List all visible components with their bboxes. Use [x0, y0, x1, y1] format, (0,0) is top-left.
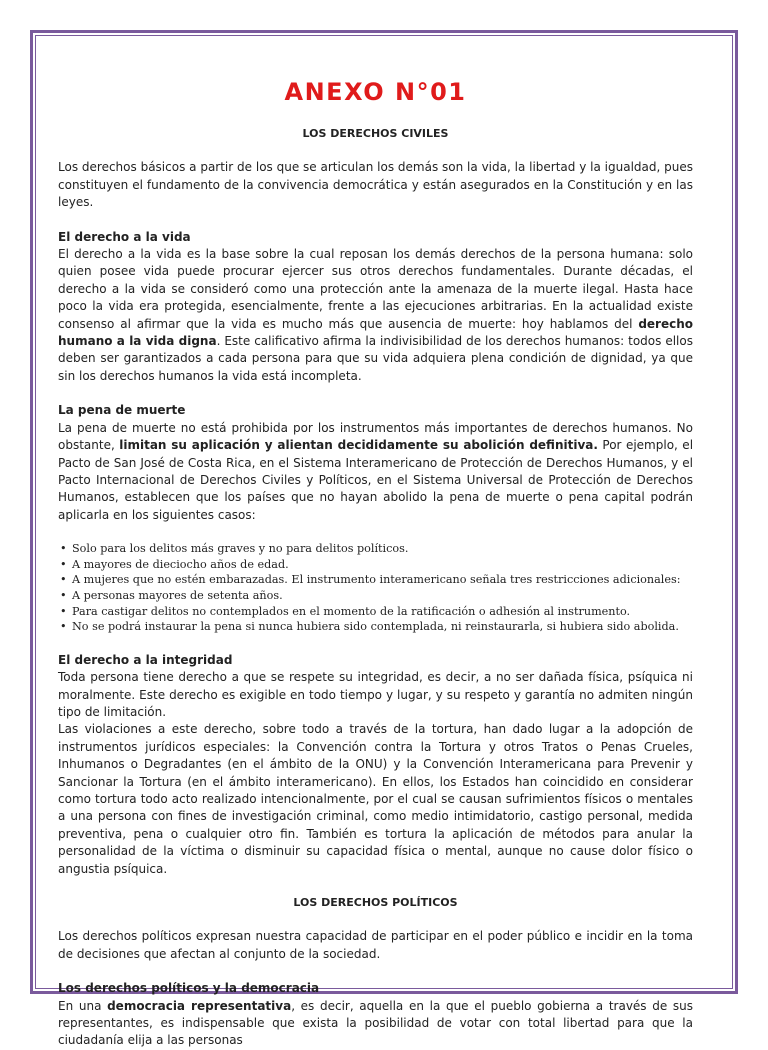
democracy-text-part1: En una — [58, 998, 108, 1013]
list-item: • Solo para los delitos más graves y no para delitos políticos. — [58, 541, 693, 557]
death-penalty-heading: La pena de muerte — [58, 403, 186, 418]
political-rights-title: LOS DERECHOS POLÍTICOS — [293, 895, 458, 909]
death-penalty-cases-list — [58, 541, 693, 635]
death-penalty-section — [58, 402, 693, 634]
right-to-life-heading: El derecho a la vida — [58, 229, 191, 244]
list-item: • A mayores de dieciocho años de edad. — [58, 557, 693, 573]
death-penalty-bold: limitan su aplicación y alientan decididamente su abolición definitiva. — [119, 438, 598, 453]
integrity-heading: El derecho a la integridad — [58, 652, 233, 667]
right-to-life-bold: derecho humano a la vida digna — [58, 316, 693, 349]
death-penalty-text-part2: Por ejemplo, el Pacto de San José de Costa Rica, en el Sistema Interamericano de Protección de Derechos Humanos, y el Pacto Internacional de Derechos Civiles y Políticos, en el Sistema Universal de Protección de Derechos Humanos, establecen que los países que no hayan abolido la pena de muerte o pena capital podrán aplicarla en los siguientes casos: — [58, 438, 694, 522]
right-to-life-section — [58, 229, 693, 386]
democracy-text — [58, 998, 693, 1050]
democracy-section — [58, 980, 693, 1050]
death-penalty-text — [58, 420, 693, 524]
civil-rights-intro: Los derechos básicos a partir de los que se articulan los demás son la vida, la libertad y la igualdad, pues constituyen el fundamento de la convivencia democrática y están asegurados en la Constitución y en las leyes. — [58, 160, 693, 210]
document-content — [58, 70, 694, 1048]
right-to-life-text — [58, 246, 693, 385]
right-to-life-text-part2: . Este calificativo afirma la indivisibilidad de los derechos humanos: todos ellos deben ser garantizados a cada persona para que su vida adquiera plena condición de dignidad, ya que sin los derechos humanos la vida está incompleta. — [58, 334, 693, 383]
democracy-bold: democracia representativa — [107, 998, 292, 1013]
list-item: • A personas mayores de setenta años. — [58, 588, 693, 604]
annex-title: ANEXO N°01 — [284, 78, 467, 106]
list-item: • Para castigar delitos no contemplados en el momento de la ratificación o adhesión al instrumento. — [58, 604, 693, 620]
death-penalty-text-part1: La pena de muerte no está prohibida por los instrumentos más importantes de derechos humanos. No obstante, — [58, 420, 693, 453]
integrity-section — [58, 652, 693, 878]
right-to-life-text-part1: El derecho a la vida es la base sobre la cual reposan los demás derechos de la persona humana: solo quien posee vida puede procurar ejercer sus otros derechos fundamentales. Durante décadas, el derecho a la vida se consideró como una protección ante la amenaza de la muerte ilegal. Hasta hace poco la vida era protegida, esencialmente, frente a las ejecuciones arbitrarias. En la actualidad existe consenso al afirmar que la vida es mucho más que ausencia de muerte: hoy hablamos del — [58, 247, 693, 331]
civil-rights-title: LOS DERECHOS CIVILES — [302, 127, 449, 140]
democracy-heading: Los derechos políticos y la democracia — [58, 981, 320, 996]
democracy-text-part2: , es decir, aquella en la que el pueblo gobierna a través de sus representantes, es indispensable que exista la posibilidad de votar con total libertad para que la ciudadanía elija a las personas — [58, 998, 693, 1048]
list-item: • No se podrá instaurar la pena si nunca hubiera sido contemplada, ni reinstaurarla, si hubiera sido abolida. — [58, 619, 693, 635]
list-item: • A mujeres que no estén embarazadas. El instrumento interamericano señala tres restricciones adicionales: — [58, 572, 693, 588]
integrity-text-2: Las violaciones a este derecho, sobre todo a través de la tortura, han dado lugar a la adopción de instrumentos jurídicos especiales: la Convención contra la Tortura y otros Tratos o Penas Crueles, Inhumanos o Degradantes (en el ámbito de la ONU) y la Convención Interamericana para Prevenir y Sancionar la Tortura (en el ámbito interamericano). En ellos, los Estados han coincidido en considerar como tortura todo acto realizado intencionalmente, por el cual se causan sufrimientos físicos o mentales a una persona con fines de investigación criminal, como medio intimidatorio, castigo personal, medida preventiva, pena o cualquier otro fin. También es tortura la aplicación de métodos para anular la personalidad de la víctima o disminuir su capacidad física o mental, aunque no cause dolor físico o angustia psíquica. — [58, 722, 693, 876]
political-rights-intro: Los derechos políticos expresan nuestra capacidad de participar en el poder público e incidir en la toma de decisiones que afectan al conjunto de la sociedad. — [58, 929, 693, 961]
integrity-text-1: Toda persona tiene derecho a que se respete su integridad, es decir, a no ser dañada física, psíquica ni moralmente. Este derecho es exigible en todo tiempo y lugar, y su respeto y garantía no admiten ningún tipo de limitación. — [58, 670, 693, 719]
